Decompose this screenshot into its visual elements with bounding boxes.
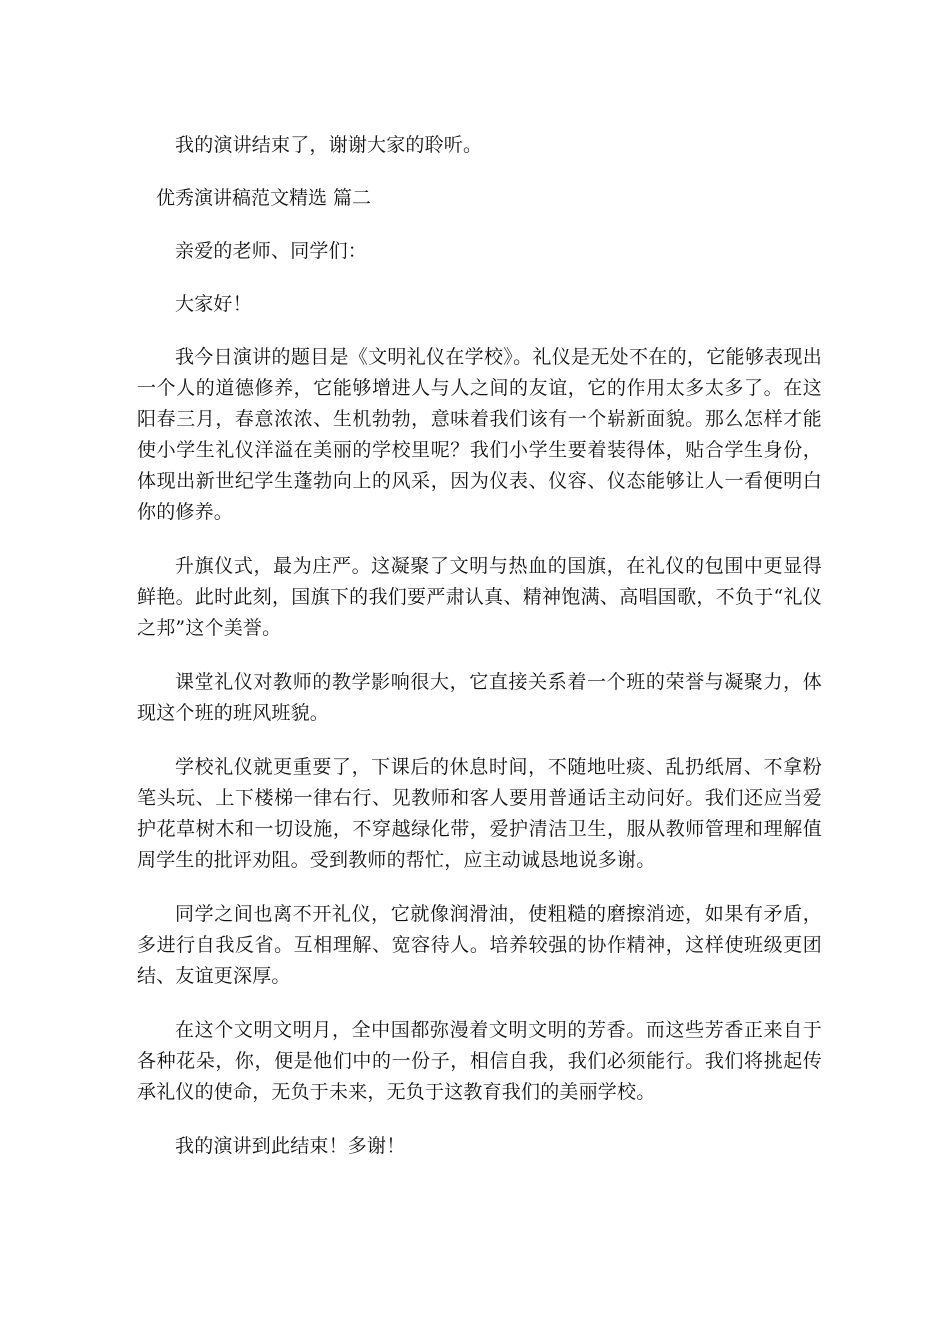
body-paragraph: 课堂礼仪对教师的教学影响很大，它直接关系着一个班的荣誉与凝聚力，体现这个班的班风班貌。 [137, 671, 822, 724]
closing-prev-paragraph: 我的演讲结束了，谢谢大家的聆听。 [175, 134, 483, 156]
body-paragraph: 升旗仪式，最为庄严。这凝聚了文明与热血的国旗，在礼仪的包围中更显得鲜艳。此时此刻，国旗下的我们要严肃认真、精神饱满、高唱国歌，不负于“礼仪之邦”这个美誉。 [137, 555, 822, 639]
body-paragraph: 我今日演讲的题目是《文明礼仪在学校》。礼仪是无处不在的，它能够表现出一个人的道德修养，它能够增进人与人之间的友谊，它的作用太多太多了。在这阳春三月，春意浓浓、生机勃勃，意味着我们该有一个崭新面貌。那么怎样才能使小学生礼仪洋溢在美丽的学校里呢？我们小学生要着装得体，贴合学生身份，体现出新世纪学生蓬勃向上的风采，因为仪表、仪容、仪态能够让人一看便明白你的修养。 [137, 346, 822, 523]
body-paragraph: 同学之间也离不开礼仪，它就像润滑油，使粗糙的磨擦消迹，如果有矛盾，多进行自我反省。互相理解、宽容待人。培养较强的协作精神，这样使班级更团结、友谊更深厚。 [137, 903, 822, 987]
body-paragraph: 学校礼仪就更重要了，下课后的休息时间，不随地吐痰、乱扔纸屑、不拿粉笔头玩、上下楼梯一律右行、见教师和客人要用普通话主动问好。我们还应当爱护花草树木和一切设施，不穿越绿化带，爱护清洁卫生，服从教师管理和理解值周学生的批评劝阻。受到教师的帮忙，应主动诚恳地说多谢。 [137, 756, 822, 871]
document-page [137, 130, 822, 1162]
body-paragraph: 在这个文明文明月，全中国都弥漫着文明文明的芳香。而这些芳香正来自于各种花朵，你，便是他们中的一份子，相信自我，我们必须能行。我们将挑起传承礼仪的使命，无负于未来，无负于这教育我们的美丽学校。 [137, 1019, 822, 1103]
greeting-paragraph: 亲爱的老师、同学们： [175, 240, 368, 262]
closing-paragraph: 我的演讲到此结束！多谢！ [175, 1135, 406, 1157]
hello-paragraph: 大家好！ [175, 293, 252, 315]
section-title: 优秀演讲稿范文精选 篇二 [156, 187, 372, 209]
